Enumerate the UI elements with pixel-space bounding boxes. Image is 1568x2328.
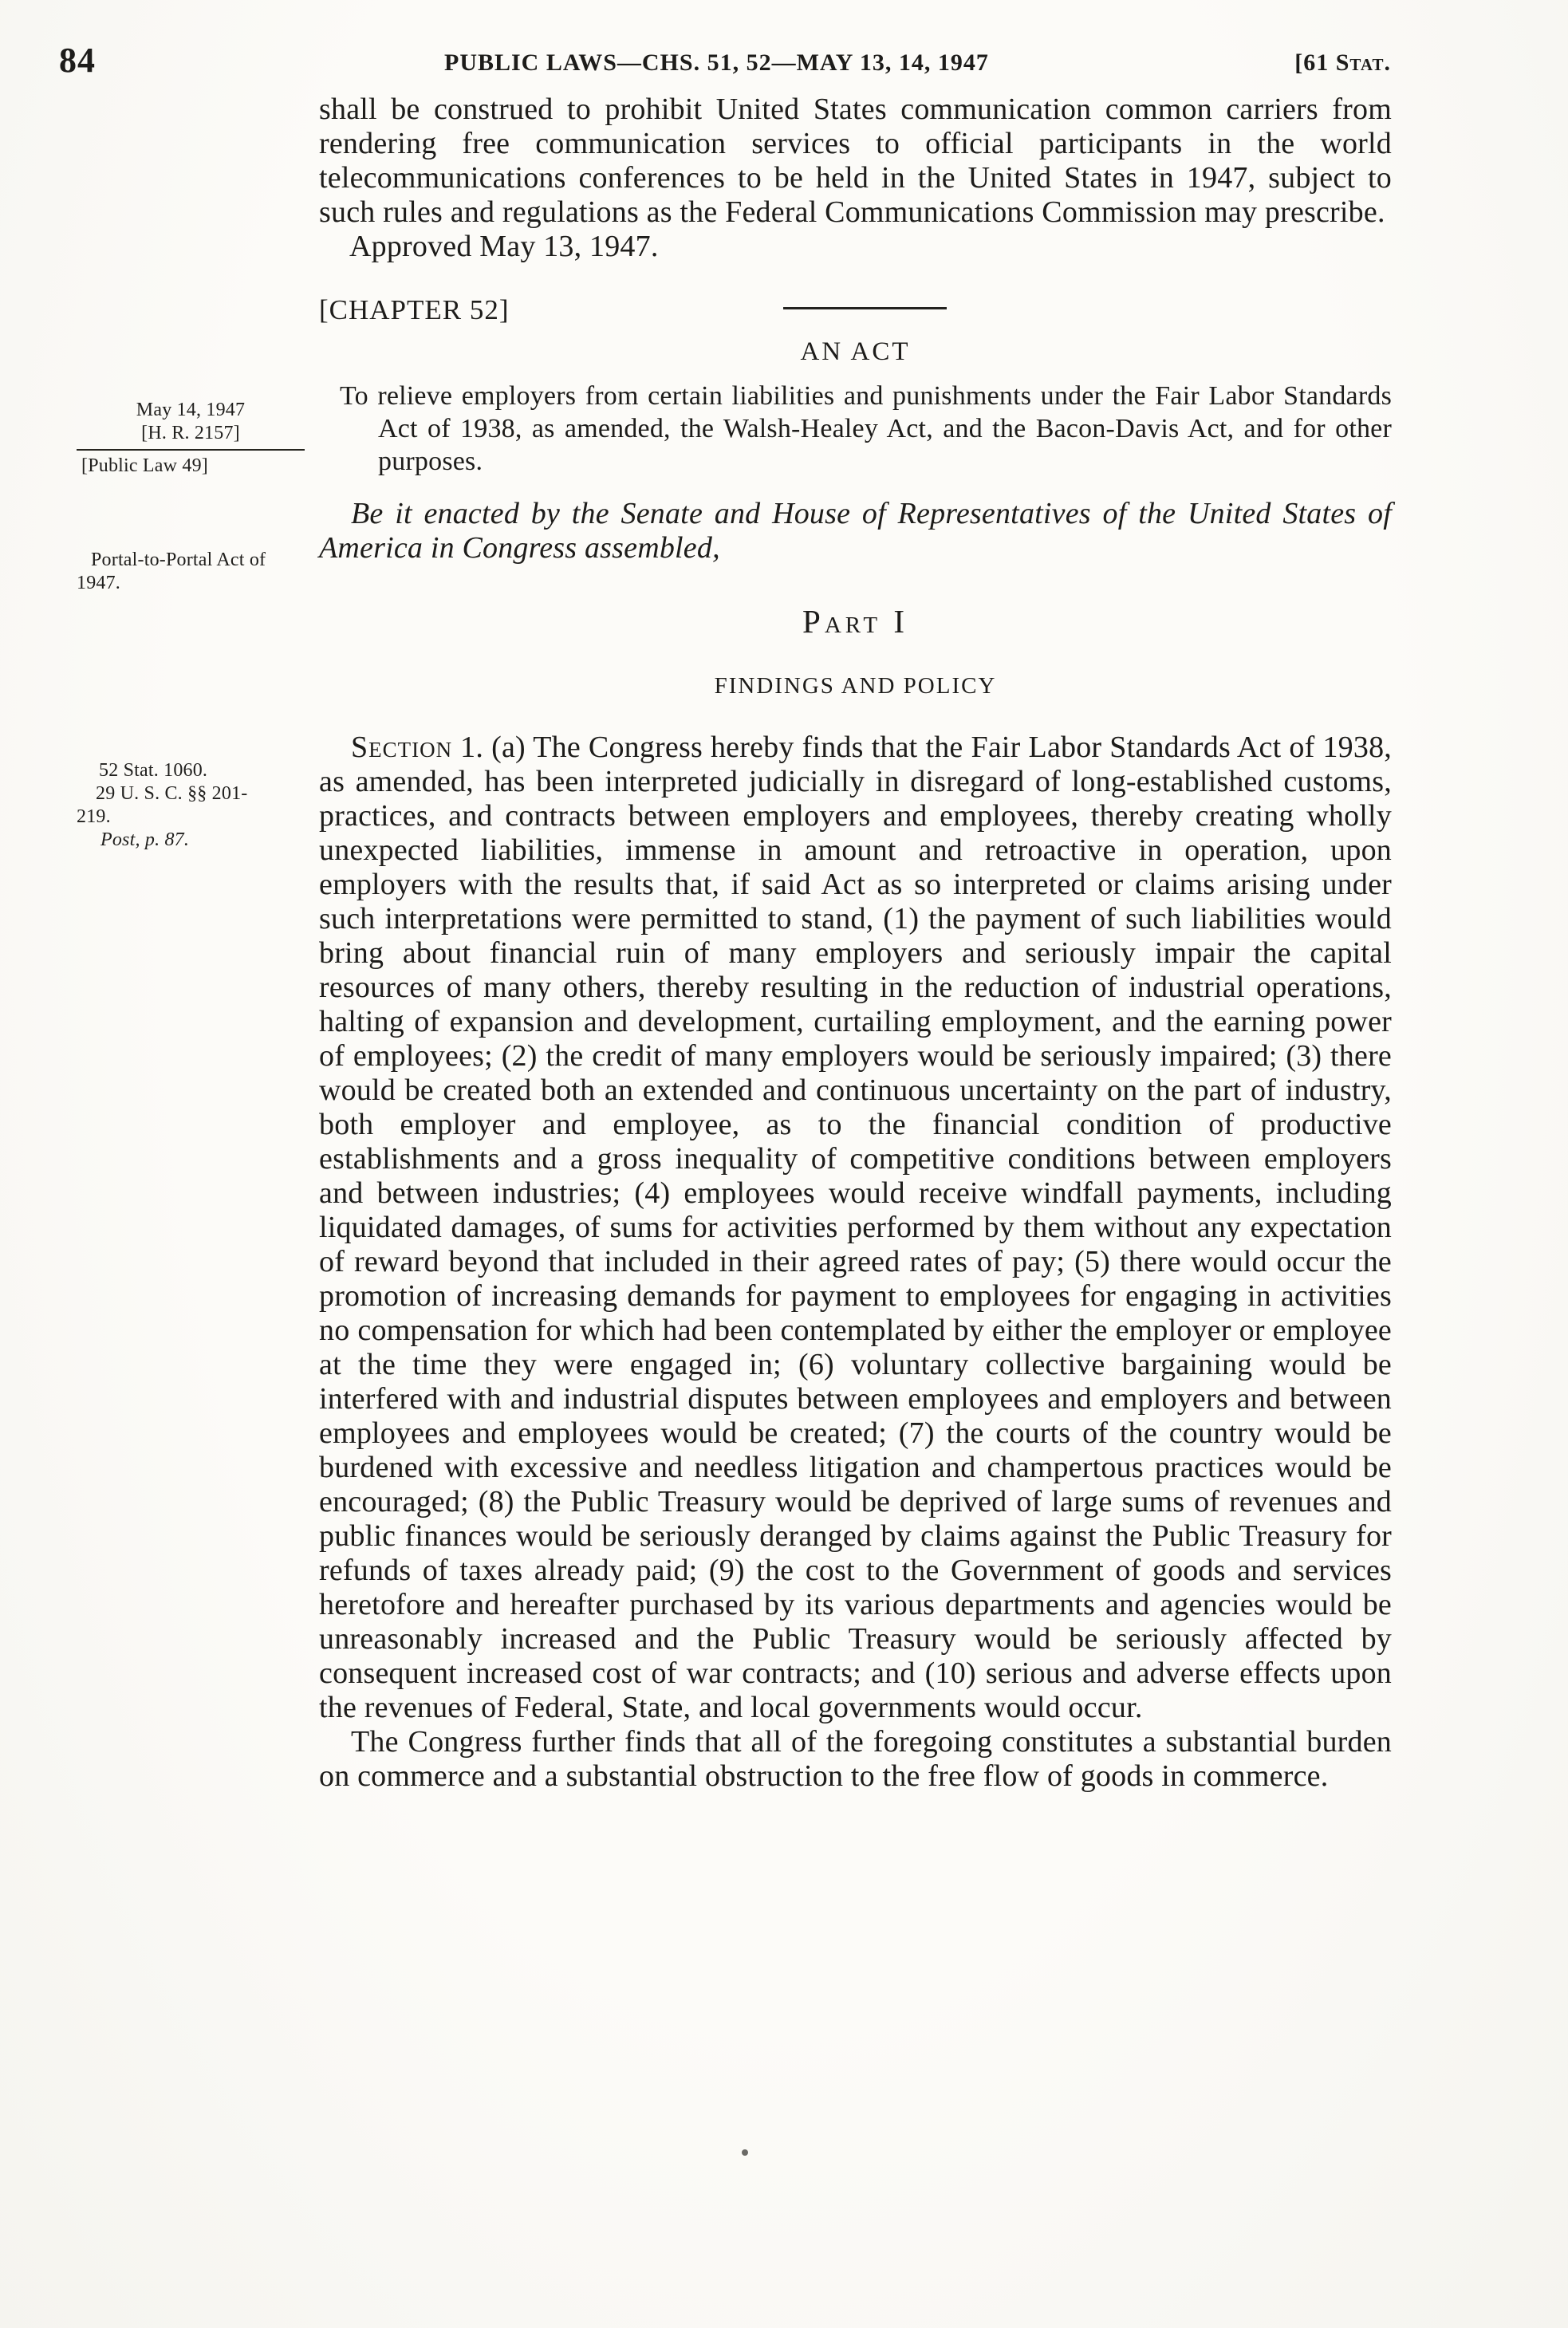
margin-note-post-cite: Post, p. 87.	[100, 829, 190, 850]
margin-note-stat-cite: 52 Stat. 1060.	[99, 760, 208, 781]
section-word: Section	[351, 730, 453, 764]
margin-note-enactment	[77, 399, 305, 478]
margin-note-citations	[77, 759, 294, 852]
chapter-label: [CHAPTER 52]	[319, 294, 510, 325]
findings-policy-heading: FINDINGS AND POLICY	[714, 673, 997, 699]
running-head	[0, 43, 1568, 91]
act-preamble: To relieve employers from certain liabilities and punishments under the Fair Labor Standards Act of 1938, as amended, the Walsh-Healey Act, and the Bacon-Davis Act, and for other purposes.	[340, 381, 1392, 476]
chapter51-approved-line: Approved May 13, 1947.	[349, 230, 659, 263]
closing-paragraph: The Congress further finds that all of the foregoing constitutes a substantial burden on commerce and a substantial obstruction to the free flow of goods in commerce.	[319, 1724, 1392, 1793]
section1-paragraph	[319, 731, 1392, 1725]
section1-text: 1. (a) The Congress hereby finds that the Fair Labor Standards Act of 1938, as amended, has been interpreted judicially in disregard of long-established customs, practices, and contracts between employers and employees, thereby creating wholly unexpected liabilities, immense in amount and retroactive in operation, upon employers with the results that, if said Act as so interpreted or claims arising under such interpretations were permitted to stand, (1) the payment of such liabilities would bring about financial ruin of many employers and seriously impair the capital resources of many others, thereby resulting in the reduction of industrial operations, halting of expansion and development, curtailing employment, and the earning power of employees; (2) the credit of many employers would be seriously impaired; (3) there would be created both an extended and continuous uncertainty on the part of industry, both employer and employee, as to the financial condition of productive establishments and a gross inequality of competitive conditions between employers and between industries; (4) employees would receive windfall payments, including liquidated damages, of sums for activities performed by them without any expectation of reward beyond that included in their agreed rates of pay; (5) there would occur the promotion of increasing demands for payment to employees for engaging in activities no compensation for which had been contemplated by either the employer or employee at the time they were engaged in; (6) voluntary collective bargaining would be interfered with and industrial disputes between employees and employers and between employees and employees would be created; (7) the courts of the country would be burdened with excessive and needless litigation and champertous practices would be encouraged; (8) the Public Treasury would be deprived of large sums of revenues and public finances would be seriously deranged by claims against the Public Treasury for refunds of taxes already paid; (9) the cost to the Government of goods and services heretofore and hereafter purchased by its various departments and agencies would be unreasonably increased and the Public Treasury would be seriously affected by consequent increased cost of war contracts; and (10) serious and adverse effects upon the revenues of Federal, State, and local governments would occur.	[319, 730, 1392, 1724]
chapter-heading-row	[319, 294, 1392, 331]
stat-volume-label: [61 Stat.	[1294, 49, 1391, 76]
part-heading: Part I	[802, 603, 908, 640]
margin-note-bill-number: [H. R. 2157]	[77, 422, 305, 451]
enacting-clause: Be it enacted by the Senate and House of Representatives of the United States of America in Congress assembled,	[319, 497, 1392, 565]
margin-note-public-law: [Public Law 49]	[81, 455, 208, 476]
margin-note-act-name: Portal-to-Portal Act of 1947.	[77, 550, 266, 593]
page-number: 84	[59, 41, 96, 80]
margin-note-date: May 14, 1947	[136, 400, 246, 420]
text-column	[319, 86, 1392, 1794]
scan-speck	[742, 2149, 748, 2156]
chapter51-continuation-paragraph: shall be construed to prohibit United States communication common carriers from rendering free communication services to official participants in the world telecommunications conferences to be held in the United States in 1947, subject to such rules and regulations as the Federal Communications Commission may prescribe.	[319, 93, 1392, 229]
an-act-heading: AN ACT	[800, 337, 911, 366]
running-head-title: PUBLIC LAWS—CHS. 51, 52—MAY 13, 14, 1947	[444, 49, 989, 76]
margin-note-usc-cite-line1: 29 U. S. C. §§ 201-	[96, 783, 248, 804]
separator-rule	[783, 307, 947, 309]
margin-note-usc-cite-line2: 219.	[77, 806, 111, 827]
